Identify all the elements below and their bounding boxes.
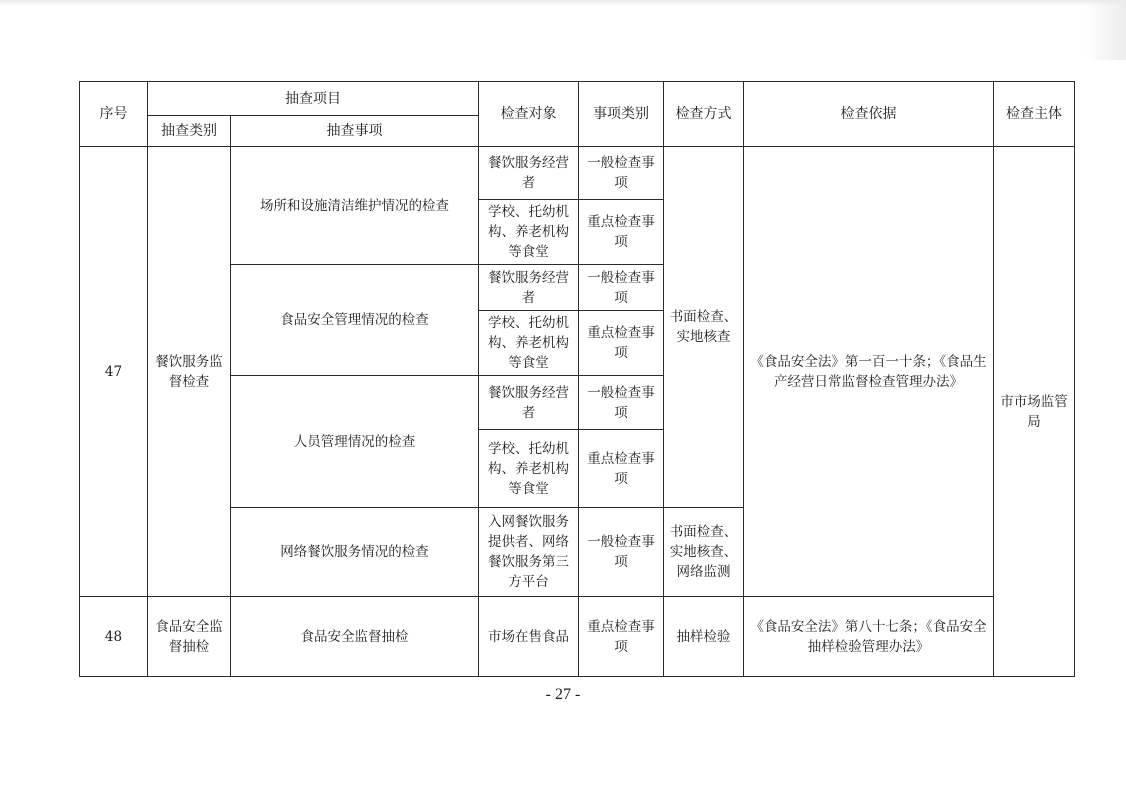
row47-target-2: 学校、托幼机构、养老机构等食堂 xyxy=(479,200,579,265)
row48-target: 市场在售食品 xyxy=(479,597,579,677)
row47-type-3: 一般检查事项 xyxy=(579,265,664,311)
row48-type: 重点检查事项 xyxy=(579,597,664,677)
header-seq: 序号 xyxy=(80,82,148,147)
row48-seq: 48 xyxy=(80,597,148,677)
row47-item-management: 食品安全管理情况的检查 xyxy=(231,265,479,376)
row47-basis: 《食品安全法》第一百一十条；《食品生产经营日常监督检查管理办法》 xyxy=(744,147,994,597)
table-row xyxy=(80,597,1075,677)
row47-target-1: 餐饮服务经营者 xyxy=(479,147,579,200)
row47-target-6: 学校、托幼机构、养老机构等食堂 xyxy=(479,430,579,508)
row47-target-3: 餐饮服务经营者 xyxy=(479,265,579,311)
row47-type-5: 一般检查事项 xyxy=(579,376,664,430)
row47-seq: 47 xyxy=(80,147,148,597)
row47-target-4: 学校、托幼机构、养老机构等食堂 xyxy=(479,311,579,376)
row48-basis: 《食品安全法》第八十七条；《食品安全抽样检验管理办法》 xyxy=(744,597,994,677)
header-target: 检查对象 xyxy=(479,82,579,147)
scan-edge-corner xyxy=(1086,0,1126,60)
row47-item-online: 网络餐饮服务情况的检查 xyxy=(231,508,479,597)
row47-item-cleaning: 场所和设施清洁维护情况的检查 xyxy=(231,147,479,265)
inspection-table xyxy=(79,81,1075,677)
header-basis: 检查依据 xyxy=(744,82,994,147)
row48-method: 抽样检验 xyxy=(664,597,744,677)
header-item: 抽查事项 xyxy=(231,116,479,147)
header-method: 检查方式 xyxy=(664,82,744,147)
row47-category: 餐饮服务监督检查 xyxy=(148,147,231,597)
header-project: 抽查项目 xyxy=(148,82,479,116)
header-type: 事项类别 xyxy=(579,82,664,147)
header-row-1 xyxy=(80,82,1075,116)
row47-type-7: 一般检查事项 xyxy=(579,508,664,597)
page-number: - 27 - xyxy=(545,686,581,703)
scan-edge-top xyxy=(0,0,1126,6)
row47-target-5: 餐饮服务经营者 xyxy=(479,376,579,430)
row47-type-6: 重点检查事项 xyxy=(579,430,664,508)
row47-method-main: 书面检查、实地核查 xyxy=(664,147,744,508)
row47-method-online: 书面检查、实地核查、网络监测 xyxy=(664,508,744,597)
subject-cell: 市市场监管局 xyxy=(994,147,1075,677)
row47-type-4: 重点检查事项 xyxy=(579,311,664,376)
row47-type-1: 一般检查事项 xyxy=(579,147,664,200)
row48-item: 食品安全监督抽检 xyxy=(231,597,479,677)
header-category: 抽查类别 xyxy=(148,116,231,147)
row47-type-2: 重点检查事项 xyxy=(579,200,664,265)
row47-item-personnel: 人员管理情况的检查 xyxy=(231,376,479,508)
table-row xyxy=(80,147,1075,200)
row47-target-7: 入网餐饮服务提供者、网络餐饮服务第三方平台 xyxy=(479,508,579,597)
row48-category: 食品安全监督抽检 xyxy=(148,597,231,677)
header-subject: 检查主体 xyxy=(994,82,1075,147)
